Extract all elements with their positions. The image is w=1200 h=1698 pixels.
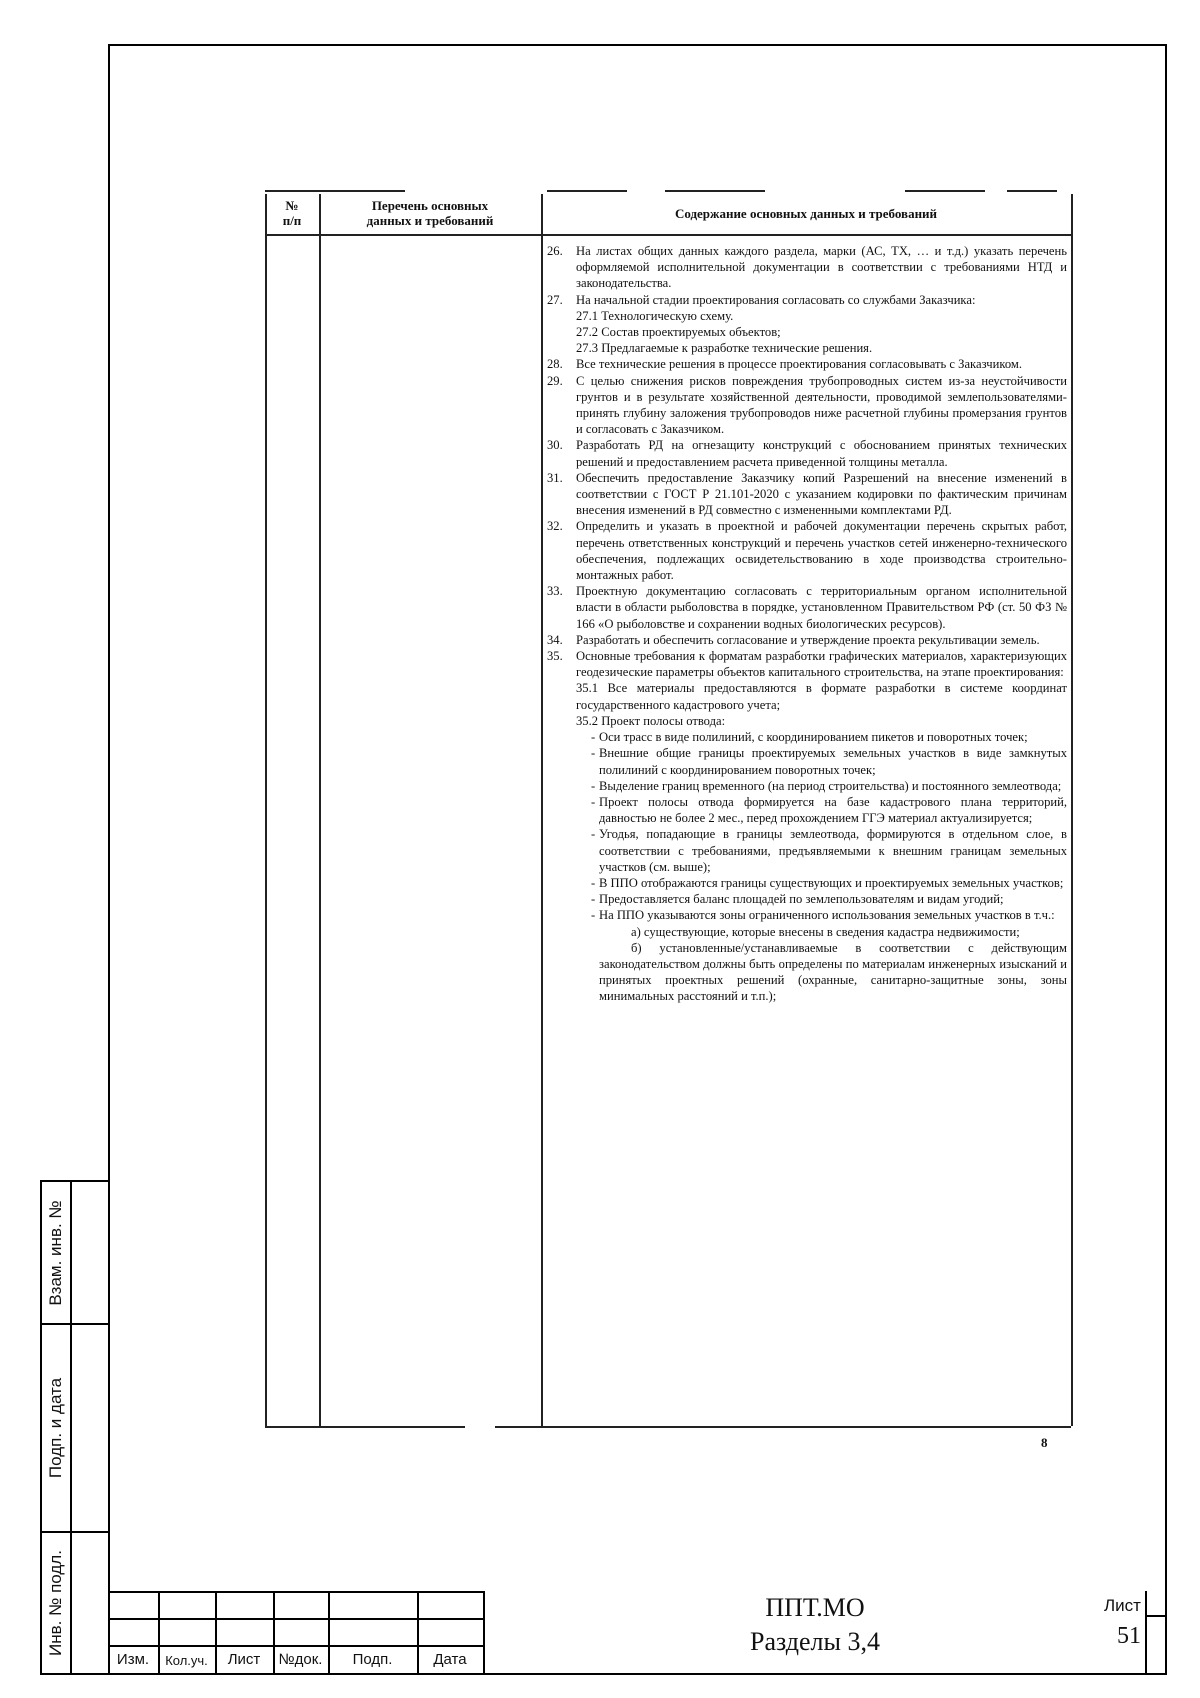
side-cell-inv — [40, 1531, 108, 1675]
document-code: ППТ.МО — [765, 1593, 865, 1622]
dash-marker: - — [591, 730, 596, 745]
tb-line — [108, 1591, 485, 1593]
requirement-item — [547, 648, 1067, 680]
header-top-line — [547, 190, 627, 192]
dash-marker: - — [591, 892, 596, 907]
item-text: Проектную документацию согласовать с территориальным органом исполнительной власти в области рыболовства в порядке, установленном Правительством РФ (ст. 50 ФЗ № 166 «О рыболовстве и сохранении водных биологических ресурсов). — [576, 584, 1067, 631]
dash-item — [547, 907, 1067, 923]
item-text: На листах общих данных каждого раздела, марки (АС, ТХ, … и т.д.) указать перечень оформляемой исполнительной документации в соответствии с требованиями НТД и законодательства. — [576, 244, 1067, 291]
tb-line — [1145, 1591, 1147, 1675]
column-header-content: Содержание основных данных и требований — [674, 206, 938, 221]
side-cell-vzam — [40, 1180, 108, 1325]
dash-marker: - — [591, 827, 596, 842]
item-number: 33. — [547, 584, 563, 599]
header-bottom-line — [265, 234, 1071, 236]
table-vline — [1071, 194, 1073, 1426]
item-text: С целью снижения рисков повреждения трубопроводных систем из-за неустойчивости грунтов и в результате хозяйственной деятельности, проводимой землепользователями- принять глубину заложения трубопроводов ниже расчетной глубины промерзания грунтов и согласовать с Заказчиком. — [576, 373, 1067, 437]
item-text: Разработать и обеспечить согласование и утверждение проекта рекультивации земель. — [576, 632, 1040, 647]
header-top-line — [265, 190, 405, 192]
item-number: 26. — [547, 244, 563, 258]
item-number: 27. — [547, 292, 563, 307]
table-vline — [319, 194, 321, 1426]
tb-caption-ndoc: №док. — [278, 1651, 323, 1668]
side-stamp — [40, 1180, 108, 1675]
sub-item: 27.1 Технологическую схему. — [576, 308, 734, 323]
sheet-label: Лист — [1104, 1596, 1141, 1615]
tb-caption-list: Лист — [227, 1651, 261, 1668]
header-top-line — [1007, 190, 1057, 192]
table-bottom-line — [495, 1426, 1071, 1428]
tb-line — [108, 1618, 485, 1620]
requirement-item — [547, 518, 1067, 583]
dash-text: Предоставляется баланс площадей по землепользователям и видам угодий; — [599, 892, 1004, 907]
dash-item — [547, 794, 1067, 826]
dash-text: Выделение границ временного (на период строительства) и постоянного землеотвода; — [599, 778, 1062, 793]
table-bottom-line — [265, 1426, 465, 1428]
dash-text: Оси трасс в виде полилиний, с координированием пикетов и поворотных точек; — [599, 730, 1028, 745]
dash-item — [547, 778, 1067, 794]
item-number: 34. — [547, 632, 563, 647]
dash-item — [547, 891, 1067, 907]
title-block — [108, 1591, 1167, 1675]
scanned-page — [265, 190, 1083, 1450]
item-number: 30. — [547, 438, 563, 453]
dash-item — [547, 745, 1067, 777]
table-vline — [265, 194, 267, 1426]
dash-text: Угодья, попадающие в границы землеотвода, формируются в отдельном слое, в соответствии с требованиями, предъявляемыми к внешним границам земельных участков (см. выше); — [599, 827, 1067, 874]
dash-marker: - — [591, 794, 596, 809]
item-text: Основные требования к форматам разработки графических материалов, характеризующих геодезические параметры объектов капитального строительства, на этапе проектирования: — [576, 649, 1067, 680]
dash-text: Проект полосы отвода формируется на базе кадастрового плана территорий, давностью не более 2 мес., перед прохождением ГГЭ материал актуализируется; — [599, 794, 1067, 826]
requirement-item — [547, 583, 1067, 632]
requirement-item — [547, 292, 1067, 308]
dash-text: Внешние общие границы проектируемых земельных участков в виде замкнутых полилиний с координированием поворотных точек; — [599, 746, 1067, 777]
document-section: Разделы 3,4 — [749, 1627, 880, 1656]
column-header-list: Перечень основных данных и требований — [366, 198, 494, 228]
item-number: 28. — [547, 357, 563, 372]
lettered-item: а) существующие, которые внесены в сведения кадастра недвижимости; — [631, 924, 1020, 939]
side-label-vzam: Взам. инв. № — [46, 1199, 65, 1306]
sub-item: 27.3 Предлагаемые к разработке технические решения. — [576, 341, 873, 356]
tb-caption-kolvo: Кол.уч. — [165, 1653, 208, 1668]
header-top-line — [905, 190, 985, 192]
item-text: Обеспечить предоставление Заказчику копий Разрешений на внесение изменений в соответствии с ГОСТ Р 21.101-2020 с указанием кодировки по фактическим причинам внесения изменений в РД совместно с измененными комплектами РД. — [576, 470, 1067, 518]
side-cell-podp — [40, 1323, 108, 1533]
tb-caption-podp: Подп. — [352, 1651, 393, 1668]
sub-item: 27.2 Состав проектируемых объектов; — [576, 325, 781, 340]
requirement-item — [547, 356, 1067, 372]
lettered-item: б) установленные/устанавливаемые в соответствии с действующим законодательством должны быть определены по материалам инженерных изысканий и принятых проектных решений (охранные, санитарно-защитные зоны, зоны минимальных расстояний и т.п.); — [599, 940, 1067, 1004]
dash-item — [547, 729, 1067, 745]
dash-text: В ППО отображаются границы существующих и проектируемых земельных участков; — [599, 875, 1064, 890]
tb-line — [108, 1645, 485, 1647]
dash-marker: - — [591, 908, 596, 923]
requirement-item — [547, 437, 1067, 469]
item-text: Определить и указать в проектной и рабочей документации перечень скрытых работ, перечень ответственных конструкций и перечень участков сетей инженерно-технического обеспечения, подлежащих освидетельствованию в ходе производства строительно-монтажных работ. — [576, 519, 1067, 583]
item-text: Все технические решения в процессе проектирования согласовывать с Заказчиком. — [576, 357, 1023, 372]
requirement-item — [547, 470, 1067, 519]
requirements-list — [547, 243, 1067, 1005]
item-number: 35. — [547, 649, 563, 664]
item-text: На начальной стадии проектирования согласовать со службами Заказчика: — [576, 292, 976, 307]
side-label-podp: Подп. и дата — [46, 1377, 65, 1479]
page-number: 8 — [1041, 1435, 1048, 1450]
tb-caption-izm: Изм. — [116, 1651, 150, 1668]
sub-item: 35.2 Проект полосы отвода: — [576, 713, 726, 728]
dash-item — [547, 826, 1067, 875]
side-label-inv: Инв. № подл. — [46, 1550, 65, 1656]
tb-caption-data: Дата — [433, 1651, 467, 1668]
tb-line — [1145, 1615, 1167, 1617]
dash-text: На ППО указываются зоны ограниченного использования земельных участков в т.ч.: — [599, 908, 1055, 923]
item-number: 32. — [547, 519, 563, 534]
table-vline — [541, 194, 543, 1426]
dash-item — [547, 875, 1067, 891]
sub-item: 35.1 Все материалы предоставляются в формате разработки в системе координат государственного кадастрового учета; — [576, 681, 1067, 712]
dash-marker: - — [591, 746, 596, 761]
item-text: Разработать РД на огнезащиту конструкций с обоснованием принятых технических решений и предоставлением расчета приведенной толщины металла. — [576, 438, 1067, 469]
dash-marker: - — [591, 875, 596, 890]
sheet-number: 51 — [1117, 1623, 1141, 1649]
item-number: 31. — [547, 470, 563, 485]
column-header-number: № п/п — [282, 198, 302, 228]
requirement-item — [547, 632, 1067, 648]
header-top-line — [665, 190, 765, 192]
dash-marker: - — [591, 778, 596, 793]
requirement-item — [547, 243, 1067, 292]
requirement-item — [547, 373, 1067, 438]
item-number: 29. — [547, 373, 563, 388]
